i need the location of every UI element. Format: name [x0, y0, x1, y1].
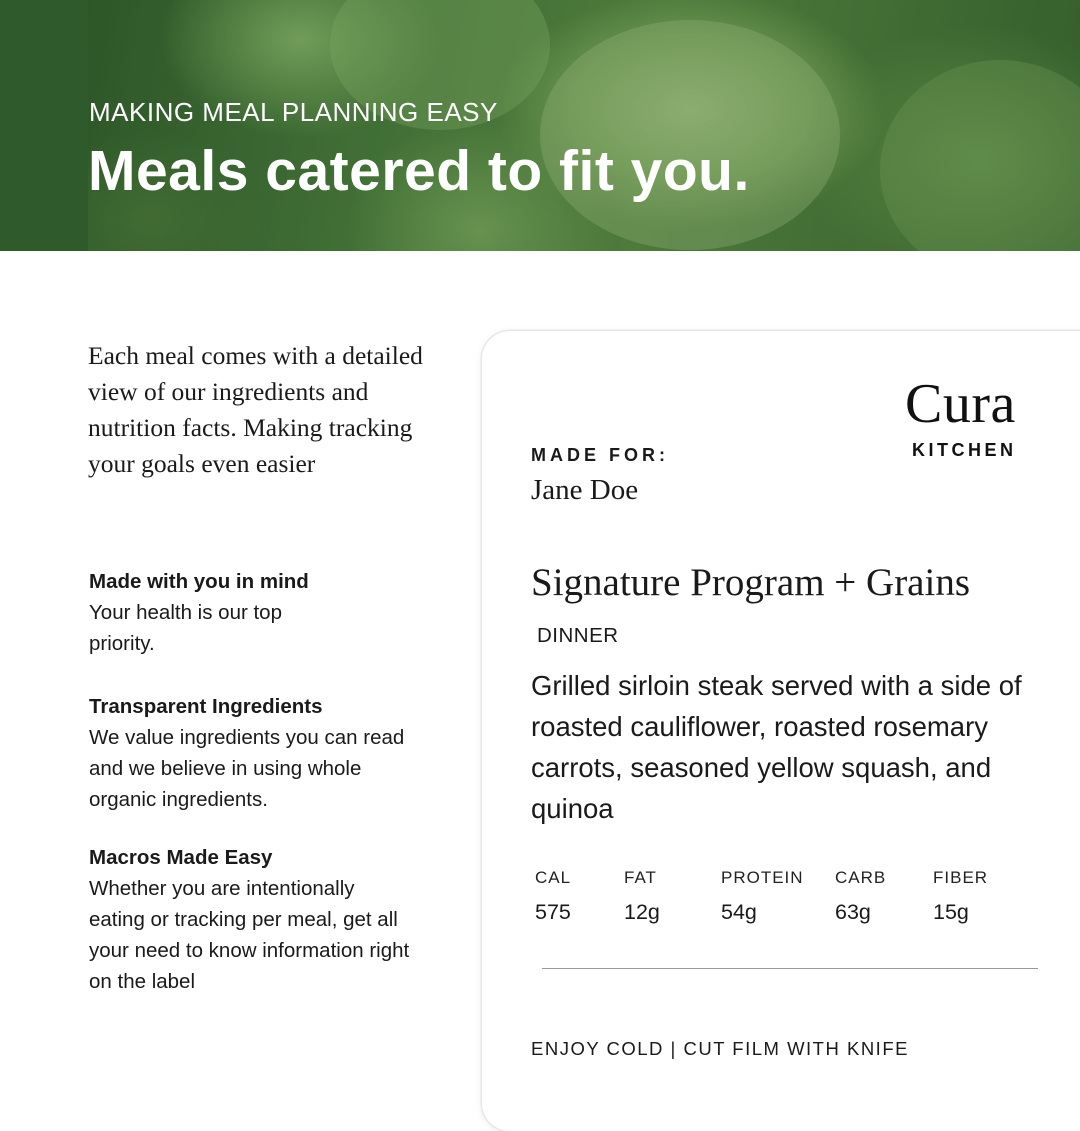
- feature-block: [89, 566, 429, 659]
- meal-time: DINNER: [537, 624, 619, 647]
- macro-value: 54g: [721, 900, 757, 924]
- feature-title: Made with you in mind: [89, 570, 309, 593]
- feature-title: Transparent Ingredients: [89, 695, 323, 718]
- feature-body: We value ingredients you can read and we believe in using whole organic ingredients.: [89, 726, 405, 811]
- macro-cal: [535, 868, 571, 925]
- customer-name: Jane Doe: [531, 474, 639, 506]
- hero-kicker: MAKING MEAL PLANNING EASY: [89, 97, 498, 127]
- macro-label: FIBER: [933, 868, 989, 887]
- feature-title: Macros Made Easy: [89, 846, 273, 869]
- feature-body: Your health is our top priority.: [89, 601, 282, 655]
- macro-fiber: [933, 868, 988, 925]
- hero-banner: [0, 0, 1080, 251]
- macro-value: 575: [535, 900, 571, 924]
- made-for-label: MADE FOR:: [531, 445, 669, 465]
- macro-value: 63g: [835, 900, 871, 924]
- hero-accent-stripe: [0, 0, 88, 251]
- feature-block: [89, 842, 429, 997]
- brand-logo-name: Cura: [905, 373, 1016, 435]
- macro-value: 12g: [624, 900, 660, 924]
- macro-label: PROTEIN: [721, 868, 804, 887]
- macro-label: FAT: [624, 868, 657, 887]
- meal-description: Grilled sirloin steak served with a side of roasted cauliflower, roasted rosemary carrots, seasoned yellow squash, and quinoa: [531, 670, 1022, 824]
- meal-title: Signature Program + Grains: [531, 561, 970, 604]
- handling-instructions: ENJOY COLD | CUT FILM WITH KNIFE: [531, 1038, 909, 1059]
- divider: [542, 968, 1038, 969]
- macro-carb: [835, 868, 886, 925]
- brand-logo-subtitle: KITCHEN: [912, 440, 1017, 460]
- feature-block: [89, 691, 429, 815]
- intro-text: Each meal comes with a detailed view of our ingredients and nutrition facts. Making tracking your goals even easier: [88, 341, 423, 478]
- feature-body: Whether you are intentionally eating or tracking per meal, get all your need to know information right on the label: [89, 877, 410, 993]
- hero-title: Meals catered to fit you.: [88, 139, 750, 203]
- macro-label: CAL: [535, 868, 572, 887]
- macro-label: CARB: [835, 868, 887, 887]
- macro-protein: [721, 868, 804, 925]
- macro-fat: [624, 868, 660, 925]
- macro-value: 15g: [933, 900, 969, 924]
